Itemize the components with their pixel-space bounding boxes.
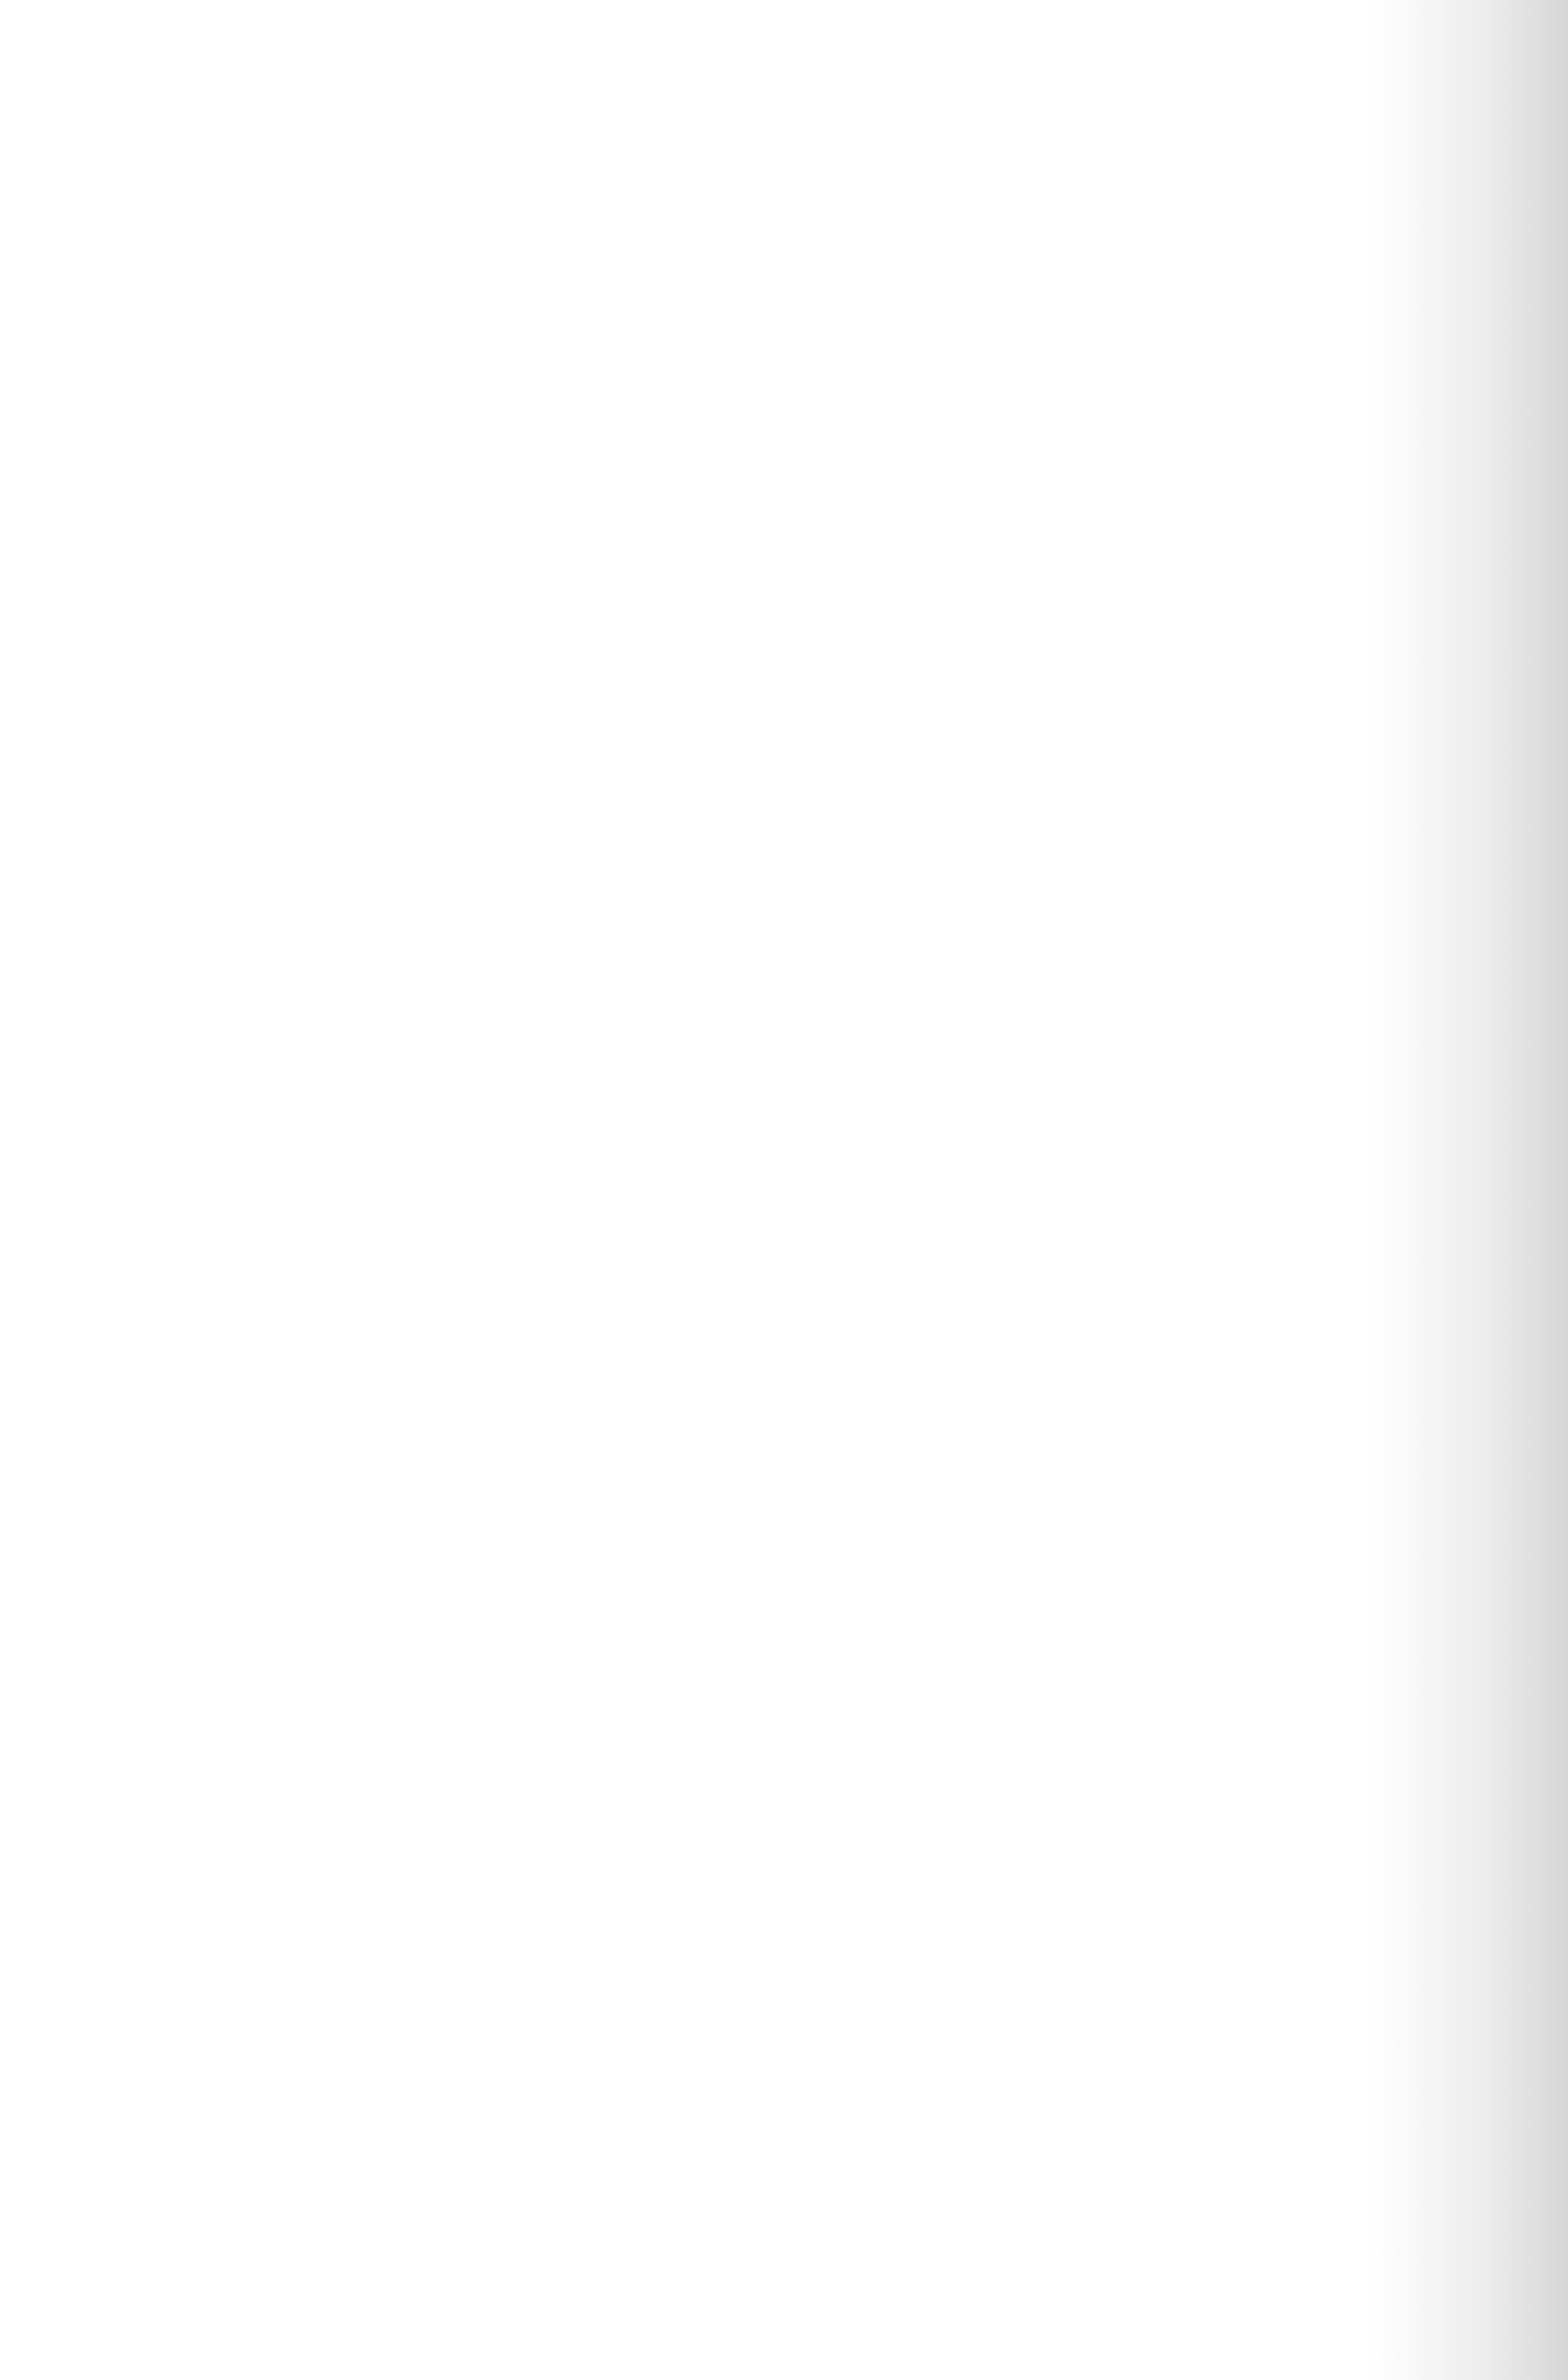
schedule-table <box>24 276 1412 2064</box>
